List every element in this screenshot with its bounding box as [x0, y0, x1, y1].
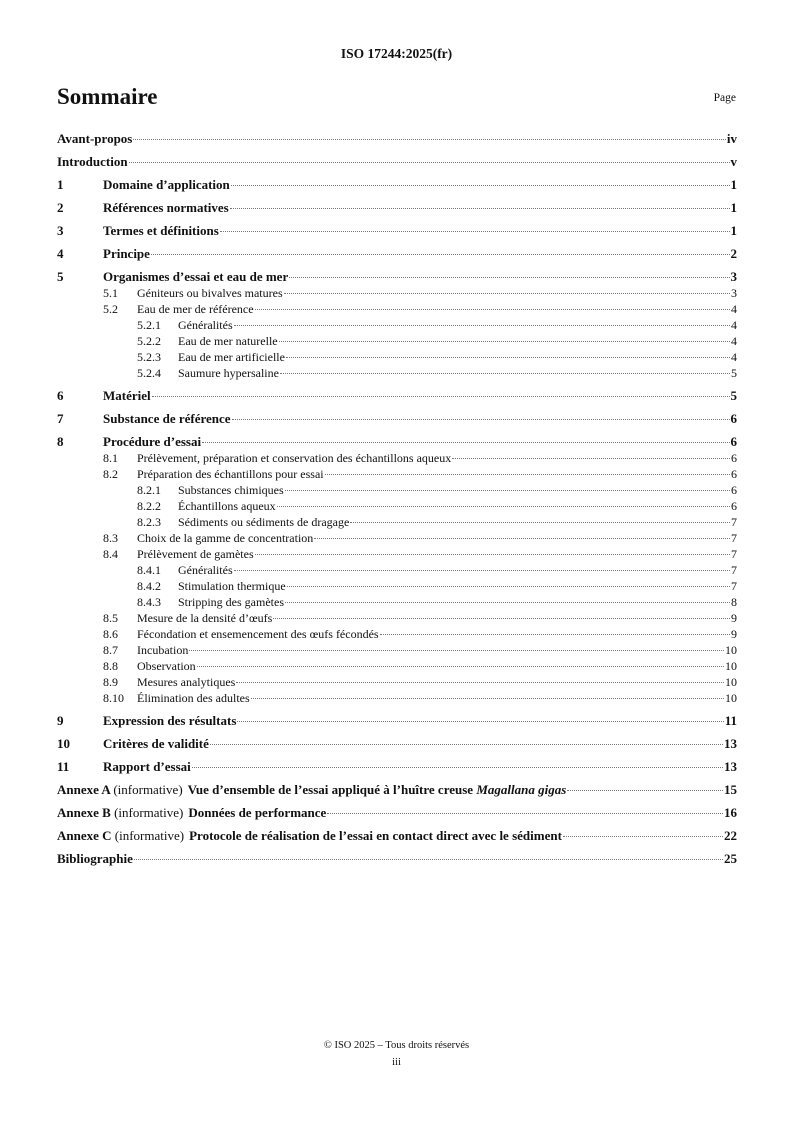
toc-entry-title: Géniteurs ou bivalves matures — [137, 286, 283, 300]
dot-leader — [251, 698, 724, 699]
toc-entry-title: Critères de validité — [103, 736, 209, 751]
toc-entry-title — [57, 828, 562, 844]
toc-entry[interactable] — [57, 333, 737, 349]
dot-leader — [279, 341, 730, 342]
toc-entry-title: Saumure hypersaline — [178, 366, 279, 380]
toc-entry[interactable] — [57, 147, 737, 170]
toc-entry-title: Échantillons aqueux — [178, 499, 276, 513]
toc-entry-title: Expression des résultats — [103, 713, 237, 728]
toc-entry[interactable] — [57, 626, 737, 642]
page-title: Sommaire — [57, 84, 158, 109]
toc-entry-number: 11 — [57, 759, 70, 774]
toc-entry-page: 3 — [730, 269, 737, 284]
toc-entry-title: Organismes d’essai et eau de mer — [103, 269, 289, 284]
toc-entry[interactable] — [57, 690, 737, 706]
toc-entry-number: 8.2.1 — [137, 483, 161, 497]
toc-entry-title: Généralités — [178, 318, 233, 332]
toc-entry-number: 8.2.2 — [137, 499, 161, 513]
dot-leader — [280, 373, 730, 374]
toc-entry-number: 8.5 — [103, 611, 118, 625]
annex-type: (informative) — [113, 782, 183, 797]
toc-entry[interactable] — [57, 706, 737, 729]
toc-entry-page: 6 — [731, 483, 737, 497]
toc-entry-number: 6 — [57, 388, 64, 403]
toc-entry-title: Mesure de la densité d’œufs — [137, 611, 273, 625]
toc-entry-number: 4 — [57, 246, 64, 261]
annex-label: Annexe C — [57, 828, 112, 843]
dot-leader — [234, 570, 730, 571]
annex-label: Annexe B — [57, 805, 111, 820]
dot-leader — [287, 586, 730, 587]
toc-entry[interactable] — [57, 427, 737, 450]
toc-entry[interactable] — [57, 301, 737, 317]
dot-leader — [189, 650, 724, 651]
toc-entry[interactable] — [57, 317, 737, 333]
toc-entry-page: 3 — [731, 286, 737, 300]
toc-entry-page: 7 — [731, 515, 737, 529]
toc-entry[interactable] — [57, 610, 737, 626]
toc-entry-page: 5 — [730, 388, 737, 403]
toc-entry-page: 7 — [731, 547, 737, 561]
toc-entry-page: 10 — [725, 675, 737, 689]
toc-entry-page: 8 — [731, 595, 737, 609]
dot-leader — [567, 790, 723, 791]
toc-entry-page: 13 — [724, 736, 737, 751]
toc-entry-page: 15 — [724, 782, 737, 797]
dot-leader — [202, 442, 729, 443]
toc-entry[interactable] — [57, 844, 737, 867]
toc-entry-title: Incubation — [137, 643, 189, 657]
toc-entry-title: Principe — [103, 246, 150, 261]
toc-entry-number: 8.1 — [103, 451, 118, 465]
toc-entry[interactable] — [57, 562, 737, 578]
toc-entry-page: 10 — [725, 643, 737, 657]
toc-entry-page: 6 — [730, 434, 737, 449]
toc-entry-title: Stripping des gamètes — [178, 595, 284, 609]
toc-entry-number: 8.4.2 — [137, 579, 161, 593]
dot-leader — [192, 767, 723, 768]
toc-entry-title: Termes et définitions — [103, 223, 219, 238]
toc-entry-title: Références normatives — [103, 200, 229, 215]
toc-entry[interactable] — [57, 466, 737, 482]
toc-entry-title: Élimination des adultes — [137, 691, 250, 705]
toc-entry[interactable] — [57, 578, 737, 594]
toc-entry-page: 2 — [730, 246, 737, 261]
dot-leader — [220, 231, 730, 232]
toc-entry-title: Choix de la gamme de concentration — [137, 531, 314, 545]
toc-entry-number: 5.2.3 — [137, 350, 161, 364]
dot-leader — [325, 474, 730, 475]
toc-entry-number: 8.3 — [103, 531, 118, 545]
toc-entry-page: 10 — [725, 691, 737, 705]
toc-entry[interactable] — [57, 674, 737, 690]
toc-entry-title — [57, 805, 326, 821]
toc-entry-page: 4 — [731, 318, 737, 332]
dot-leader — [286, 357, 730, 358]
toc-entry[interactable] — [57, 239, 737, 262]
dot-leader — [210, 744, 723, 745]
toc-entry[interactable] — [57, 404, 737, 427]
toc-entry-page: 4 — [731, 350, 737, 364]
toc-entry-number: 8.2 — [103, 467, 118, 481]
dot-leader — [230, 208, 730, 209]
table-of-contents — [57, 124, 737, 867]
toc-entry-page: 25 — [724, 851, 737, 866]
footer-copyright: © ISO 2025 – Tous droits réservés — [323, 1040, 470, 1051]
toc-entry[interactable] — [57, 216, 737, 239]
toc-entry-title: Avant-propos — [57, 131, 133, 146]
toc-entry-title: Matériel — [103, 388, 151, 403]
dot-leader — [452, 458, 730, 459]
toc-entry-page: 16 — [724, 805, 737, 820]
toc-entry[interactable] — [57, 124, 737, 147]
toc-entry-page: 1 — [730, 177, 737, 192]
toc-entry-title: Mesures analytiques — [137, 675, 236, 689]
toc-entry-page: 1 — [730, 223, 737, 238]
toc-entry[interactable] — [57, 546, 737, 562]
toc-entry[interactable] — [57, 752, 737, 775]
toc-entry-page: 4 — [731, 334, 737, 348]
dot-leader — [236, 682, 724, 683]
toc-entry-title: Substances chimiques — [178, 483, 284, 497]
toc-entry-page: 9 — [731, 611, 737, 625]
toc-entry-number: 9 — [57, 713, 64, 728]
toc-entry-title — [57, 782, 566, 798]
toc-entry[interactable] — [57, 349, 737, 365]
toc-entry-title: Eau de mer naturelle — [178, 334, 278, 348]
annex-title: Vue d’ensemble de l’essai appliqué à l’huître creuse — [187, 782, 474, 797]
dot-leader — [380, 634, 730, 635]
dot-leader — [152, 396, 730, 397]
footer-page-number: iii — [392, 1057, 401, 1068]
toc-entry-page: 13 — [724, 759, 737, 774]
toc-entry[interactable] — [57, 642, 737, 658]
toc-entry[interactable] — [57, 365, 737, 381]
toc-entry[interactable] — [57, 594, 737, 610]
toc-entry-number: 1 — [57, 177, 64, 192]
toc-entry-number: 7 — [57, 411, 64, 426]
toc-entry-title: Prélèvement, préparation et conservation des échantillons aqueux — [137, 451, 452, 465]
toc-entry-page: 5 — [731, 366, 737, 380]
toc-entry-title: Stimulation thermique — [178, 579, 286, 593]
toc-entry-number: 8.2.3 — [137, 515, 161, 529]
toc-entry[interactable] — [57, 482, 737, 498]
toc-entry-title: Eau de mer de référence — [137, 302, 254, 316]
toc-entry[interactable] — [57, 498, 737, 514]
dot-leader — [314, 538, 730, 539]
toc-entry-page: 6 — [730, 411, 737, 426]
toc-entry-title: Substance de référence — [103, 411, 231, 426]
toc-entry-number: 5.1 — [103, 286, 118, 300]
toc-entry-title: Domaine d’application — [103, 177, 230, 192]
toc-entry-title: Rapport d’essai — [103, 759, 191, 774]
toc-entry-page: 7 — [731, 563, 737, 577]
toc-entry-number: 8.9 — [103, 675, 118, 689]
toc-entry[interactable] — [57, 729, 737, 752]
annex-type: (informative) — [114, 828, 185, 843]
toc-entry-title: Fécondation et ensemencement des œufs fécondés — [137, 627, 379, 641]
toc-entry-page: 7 — [731, 579, 737, 593]
toc-entry-number: 10 — [57, 736, 70, 751]
dot-leader — [134, 859, 723, 860]
toc-entry-page: iv — [726, 131, 737, 146]
dot-leader — [255, 309, 730, 310]
toc-entry-number: 5 — [57, 269, 64, 284]
toc-entry-title: Observation — [137, 659, 196, 673]
dot-leader — [277, 506, 730, 507]
toc-entry[interactable] — [57, 170, 737, 193]
dot-leader — [129, 162, 730, 163]
dot-leader — [234, 325, 730, 326]
toc-entry-number: 5.2 — [103, 302, 118, 316]
toc-entry-page: 10 — [725, 659, 737, 673]
toc-entry-number: 8.4.1 — [137, 563, 161, 577]
dot-leader — [350, 522, 730, 523]
toc-entry-number: 3 — [57, 223, 64, 238]
toc-entry-page: 7 — [731, 531, 737, 545]
toc-entry-page: 4 — [731, 302, 737, 316]
document-header: ISO 17244:2025(fr) — [340, 46, 453, 61]
toc-entry-page: 1 — [730, 200, 737, 215]
toc-entry[interactable] — [57, 514, 737, 530]
toc-entry-number: 5.2.4 — [137, 366, 161, 380]
page-column-label: Page — [713, 92, 736, 104]
dot-leader — [151, 254, 730, 255]
dot-leader — [285, 602, 730, 603]
toc-entry-number: 8.7 — [103, 643, 118, 657]
dot-leader — [237, 721, 723, 722]
toc-entry-page: 6 — [731, 451, 737, 465]
annex-title-italic: Magallana gigas — [476, 782, 567, 797]
toc-entry-page: v — [730, 154, 737, 169]
toc-entry-number: 5.2.1 — [137, 318, 161, 332]
dot-leader — [284, 293, 730, 294]
toc-entry-title: Préparation des échantillons pour essai — [137, 467, 324, 481]
annex-label: Annexe A — [57, 782, 111, 797]
toc-entry-title: Généralités — [178, 563, 233, 577]
dot-leader — [273, 618, 730, 619]
toc-entry-number: 8.4 — [103, 547, 118, 561]
toc-entry-title: Sédiments ou sédiments de dragage — [178, 515, 350, 529]
toc-entry[interactable] — [57, 285, 737, 301]
toc-entry[interactable] — [57, 821, 737, 844]
toc-entry-page: 6 — [731, 499, 737, 513]
toc-entry-title: Prélèvement de gamètes — [137, 547, 254, 561]
toc-entry-page: 11 — [724, 713, 737, 728]
toc-entry-number: 8.4.3 — [137, 595, 161, 609]
toc-entry[interactable] — [57, 658, 737, 674]
dot-leader — [133, 139, 726, 140]
dot-leader — [563, 836, 723, 837]
toc-entry-number: 2 — [57, 200, 64, 215]
toc-entry-title: Bibliographie — [57, 851, 133, 866]
toc-entry-title: Procédure d’essai — [103, 434, 202, 449]
toc-entry[interactable] — [57, 262, 737, 285]
toc-entry[interactable] — [57, 450, 737, 466]
toc-entry[interactable] — [57, 530, 737, 546]
dot-leader — [289, 277, 729, 278]
annex-title: Protocole de réalisation de l’essai en contact direct avec le sédiment — [189, 828, 562, 843]
toc-entry-number: 8.8 — [103, 659, 118, 673]
dot-leader — [327, 813, 723, 814]
toc-entry-number: 8.10 — [103, 691, 124, 705]
toc-entry-number: 5.2.2 — [137, 334, 161, 348]
dot-leader — [255, 554, 730, 555]
toc-entry-number: 8 — [57, 434, 64, 449]
dot-leader — [285, 490, 730, 491]
toc-entry[interactable] — [57, 193, 737, 216]
toc-entry-page: 6 — [731, 467, 737, 481]
toc-entry-page: 22 — [724, 828, 737, 843]
toc-entry-title: Eau de mer artificielle — [178, 350, 285, 364]
toc-entry-page: 9 — [731, 627, 737, 641]
annex-title: Données de performance — [188, 805, 327, 820]
toc-entry-number: 8.6 — [103, 627, 118, 641]
toc-entry-title: Introduction — [57, 154, 128, 169]
toc-entry[interactable] — [57, 381, 737, 404]
dot-leader — [232, 419, 730, 420]
toc-entry[interactable] — [57, 798, 737, 821]
dot-leader — [197, 666, 724, 667]
dot-leader — [231, 185, 730, 186]
annex-type: (informative) — [114, 805, 184, 820]
toc-entry[interactable] — [57, 775, 737, 798]
